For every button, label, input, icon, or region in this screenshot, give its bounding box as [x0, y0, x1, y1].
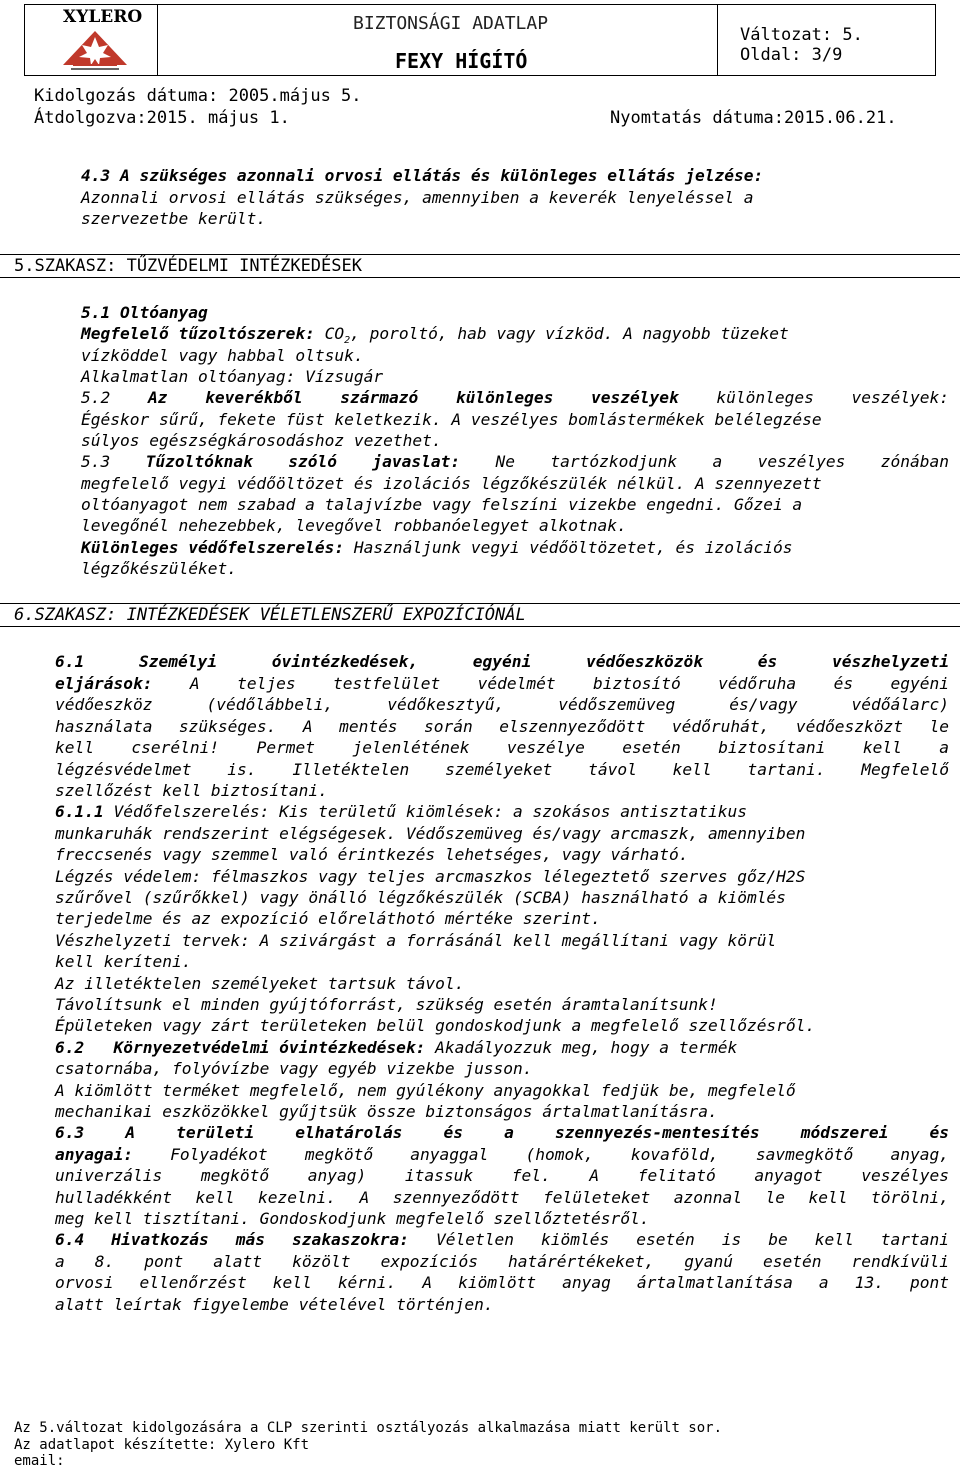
- s6-1-rest: A teljes testfelület védelmét biztosító védőruha és egyéni: [189, 674, 949, 693]
- s6-2-label: Környezetvédelmi óvintézkedések:: [113, 1038, 426, 1057]
- s5-1-sub: 2: [344, 335, 351, 347]
- s5-2-line-1: [81, 387, 949, 409]
- s6-1-line-4: használata szükséges. A mentés során elszennyeződött védőruhát, védőeszközt le: [55, 717, 949, 736]
- header-table: [24, 4, 936, 76]
- s6-1-label2: eljárások:: [55, 674, 153, 693]
- page-number: Oldal: 3/9: [740, 45, 843, 65]
- s6-1-line-7: szellőzést kell biztosítani.: [55, 781, 328, 800]
- s6-1-1-line-8: kell keríteni.: [55, 952, 192, 971]
- print-date: Nyomtatás dátuma:2015.06.21.: [610, 108, 897, 128]
- s6-3-line-4: hulladékként kell kezelni. A szennyeződött felületeket azonnal le kell törölni,: [55, 1188, 949, 1207]
- s5-3-line-4: levegőnél nehezebbek, levegővel robbanóelegyet alkotnak.: [81, 516, 627, 535]
- s5-1-line-2: vízköddel vagy habbal oltsuk.: [81, 346, 364, 365]
- s5-3-line-2: megfelelő vegyi védőöltözet és izolációs légzőkészülék nélkül. A szennyezett: [81, 474, 822, 493]
- s5-1-label: Megfelelő tűzoltószerek:: [81, 324, 315, 343]
- s6-2-num: 6.2: [55, 1038, 85, 1057]
- s6-2-line-2: csatornába, folyóvízbe vagy egyéb vizekbe jusson.: [55, 1059, 533, 1078]
- title-cell: [157, 5, 718, 75]
- s5-3-line-3: oltóanyagot nem szabad a talajvízbe vagy felszíni vizekbe engedni. Gőzei a: [81, 495, 803, 514]
- section-5-title: 5.SZAKASZ: TŰZVÉDELMI INTÉZKEDÉSEK: [14, 256, 362, 276]
- version: Változat: 5.: [740, 25, 863, 45]
- company-logo: [53, 7, 143, 73]
- s4-3-line-2: szervezetbe került.: [81, 209, 267, 228]
- s6-1-line-5: kell cserélni! Permet jelenlétének veszélye esetén biztosítani kell a: [55, 738, 949, 757]
- s5-1-co: CO: [314, 324, 345, 343]
- version-cell: [717, 5, 935, 75]
- s6-2-rest: Akadályozzuk meg, hogy a termék: [425, 1038, 738, 1057]
- s6-3-line-5: meg kell tisztítani. Gondoskodjunk megfelelő szellőztetésről.: [55, 1209, 650, 1228]
- s6-4-rest: Véletlen kiömlés esetén is be kell tartani: [436, 1230, 949, 1249]
- s5-3-rest: Ne tartózkodjunk a veszélyes zónában: [495, 452, 949, 471]
- s5-1-text: , poroltó, hab vagy vízköd. A nagyobb tüzeket: [350, 324, 789, 343]
- s6-1-1-line-5: szűrővel (szűrőkkel) vagy önálló légzőkészülék (SCBA) használható a kiömlés: [55, 888, 786, 907]
- s5-1-heading: 5.1 Oltóanyag: [81, 303, 208, 322]
- s5-2-line-2: Égéskor sűrű, fekete füst keletkezik. A veszélyes bomlástermékek belélegzése: [81, 410, 822, 429]
- s5-2-num: 5.2: [81, 388, 111, 407]
- s5-2-line-3: súlyos egészségkárosodáshoz vezethet.: [81, 431, 442, 450]
- s5-3-num: 5.3: [81, 452, 111, 471]
- s5-1-line-3: Alkalmatlan oltóanyag: Vízsugár: [81, 367, 384, 386]
- s6-1-1-num: 6.1.1: [55, 802, 104, 821]
- special-equipment-label: Különleges védőfelszerelés:: [81, 538, 345, 557]
- s6-4-line-4: alatt leírtak figyelembe vételével történjen.: [55, 1295, 494, 1314]
- s6-1-1-line-6: terjedelme és az expozíció előreláthotó mértéke szerint.: [55, 909, 601, 928]
- s6-4-label: Hivatkozás más szakaszokra:: [111, 1230, 409, 1249]
- s4-3-heading: 4.3 A szükséges azonnali orvosi ellátás és különleges ellátás jelzése:: [81, 166, 764, 185]
- logo-wordmark: XYLERO: [63, 7, 143, 27]
- s5-3-line-1: [81, 451, 949, 473]
- s6-1-1-line-11: Épületeken vagy zárt területeken belül gondoskodjunk a megfelelő szellőzésről.: [55, 1016, 816, 1035]
- product-name: FEXY HÍGÍTÓ: [395, 49, 528, 73]
- s4-3-line-1: Azonnali orvosi ellátás szükséges, amennyiben a keverék lenyeléssel a: [81, 188, 754, 207]
- special-equipment-text: Használjunk vegyi védőöltözetet, és izolációs: [344, 538, 793, 557]
- s6-1-1-line-4: Légzés védelem: félmaszkos vagy teljes arcmaszkos lélegeztető szerves gőz/H2S: [55, 867, 806, 886]
- s6-2-line-3: A kiömlött terméket megfelelő, nem gyúlékony anyagokkal fedjük be, megfelelő: [55, 1081, 796, 1100]
- s6-4-line-1: [55, 1229, 949, 1251]
- s6-1-1-line-10: Távolítsunk el minden gyújtóforrást, szükség esetén áramtalanítsunk!: [55, 995, 718, 1014]
- s6-1-1-line-7: Vészhelyzeti tervek: A szivárgást a forrásánál kell megállítani vagy körül: [55, 931, 777, 950]
- logo-cell: [25, 5, 158, 75]
- s6-1-line-6: légzésvédelmet is. Illetéktelen személyeket távol kell tartani. Megfelelő: [55, 760, 949, 779]
- s6-1-1-line-2: munkaruhák rendszerint elégségesek. Védőszemüveg és/vagy arcmaszk, amennyiben: [55, 824, 806, 843]
- s5-3-label: Tűzoltóknak szóló javaslat:: [145, 452, 461, 471]
- s6-3-line-2: [55, 1144, 949, 1166]
- s6-2-line-4: mechanikai eszközökkel gyűjtsük össze biztonságos ártalmatlanításra.: [55, 1102, 718, 1121]
- s6-4-line-3: orvosi ellenőrzést kell kérni. A kiömlött anyag ártalmatlanítása a 13. pont: [55, 1273, 949, 1292]
- created-date: Kidolgozás dátuma: 2005.május 5.: [34, 86, 362, 106]
- s6-3-rest: Folyadékot megkötő anyaggal (homok, kovaföld, savmegkötő anyag,: [170, 1145, 949, 1164]
- s6-1-1-line-3: freccsenés vagy szemmel való érintkezés lehetséges, vagy várható.: [55, 845, 689, 864]
- s6-1-line-3: védőeszköz (védőlábbeli, védőkesztyű, védőszemüveg és/vagy védőálarc): [55, 695, 949, 714]
- footer-line-3: email:: [14, 1453, 65, 1469]
- special-equipment-line-1: [81, 537, 792, 559]
- s6-1-1-line-9: Az illetéktelen személyeket tartsuk távol.: [55, 974, 465, 993]
- s6-1-1-line-1: [55, 801, 747, 823]
- s6-2-line-1: [55, 1037, 737, 1059]
- s5-2-label: Az keverékből származó különleges veszélyek: [147, 388, 679, 407]
- s6-1-1-rest: Védőfelszerelés: Kis területű kiömlések: a szokásos antisztatikus: [103, 802, 747, 821]
- s6-3-label2: anyagai:: [55, 1145, 133, 1164]
- section-6-title: 6.SZAKASZ: INTÉZKEDÉSEK VÉLETLENSZERŰ EXPOZÍCIÓNÁL: [14, 605, 526, 625]
- leaf-logo-icon: [53, 27, 137, 73]
- s6-3-heading: 6.3 A területi elhatárolás és a szennyezés-mentesítés módszerei és: [55, 1123, 949, 1142]
- s6-3-line-3: univerzális megkötő anyag) itassuk fel. A felitató anyagot veszélyes: [55, 1166, 949, 1185]
- doc-type: BIZTONSÁGI ADATLAP: [353, 13, 549, 34]
- special-equipment-line-2: légzőkészüléket.: [81, 559, 237, 578]
- footer-line-1: Az 5.változat kidolgozására a CLP szerinti osztályozás alkalmazása miatt került sor.: [14, 1420, 723, 1436]
- s6-1-heading: 6.1 Személyi óvintézkedések, egyéni védőeszközök és vészhelyzeti: [55, 652, 949, 671]
- s5-2-rest: különleges veszélyek:: [716, 388, 949, 407]
- revised-date: Átdolgozva:2015. május 1.: [34, 108, 290, 128]
- s6-1-line-2: [55, 673, 949, 695]
- s6-4-num: 6.4: [55, 1230, 85, 1249]
- s6-4-line-2: a 8. pont alatt közölt expozíciós határértékeket, gyanú esetén rendkívüli: [55, 1252, 949, 1271]
- footer-line-2: Az adatlapot készítette: Xylero Kft: [14, 1437, 310, 1453]
